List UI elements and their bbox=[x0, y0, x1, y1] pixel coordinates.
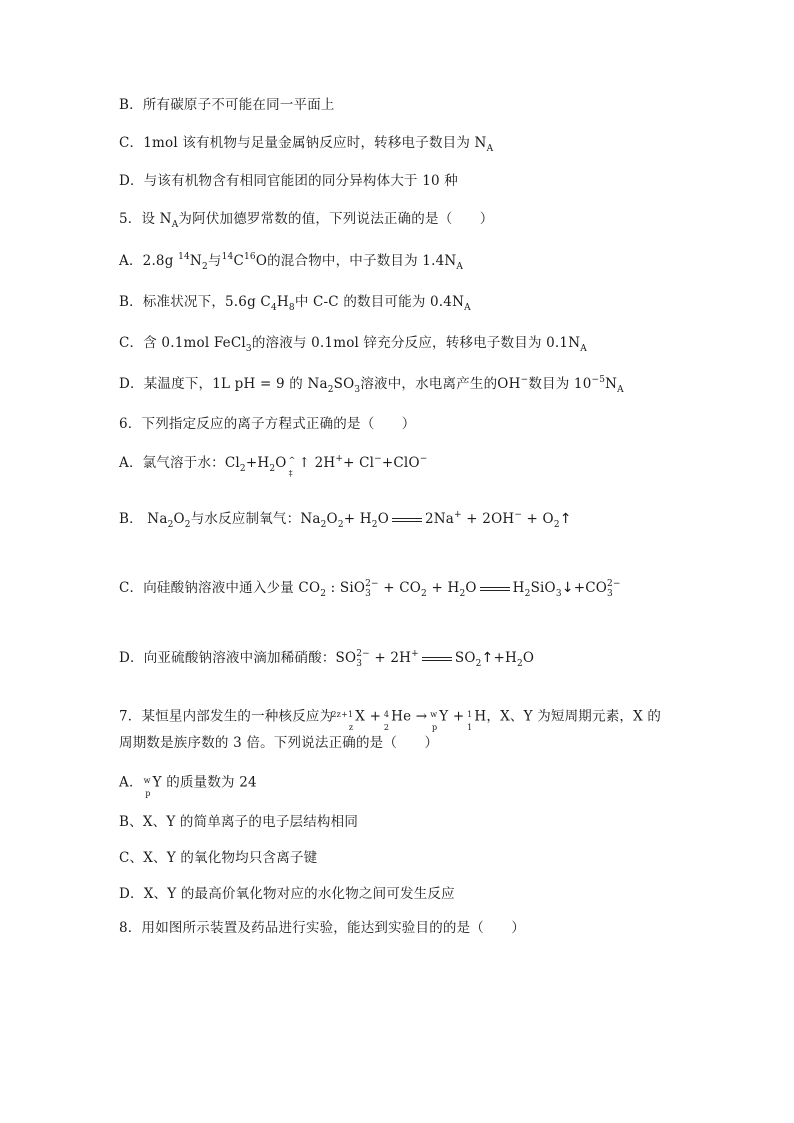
subscript: 2 bbox=[201, 262, 208, 272]
question-5-option-c bbox=[119, 333, 587, 353]
superscript: + bbox=[454, 510, 462, 520]
text: B． Na bbox=[119, 511, 168, 527]
subscript: A bbox=[464, 303, 471, 313]
subscript: 2 bbox=[553, 520, 560, 530]
subscript: 3 bbox=[354, 385, 361, 395]
equals-sign-icon bbox=[480, 587, 510, 591]
text: O bbox=[377, 511, 389, 527]
text: B．所有碳原子不可能在同一平面上 bbox=[119, 97, 335, 113]
subscript: 3 bbox=[555, 589, 562, 599]
text: C．含 0.1mol FeCl bbox=[119, 335, 246, 351]
superscript: − bbox=[520, 375, 529, 385]
text: 与水反应制氧气：Na bbox=[190, 511, 321, 527]
option-c-sodium-reaction bbox=[119, 133, 493, 153]
subscript: A bbox=[617, 385, 624, 395]
superscript: 14 bbox=[178, 252, 190, 262]
text: C．向硅酸钠溶液中通入少量 CO bbox=[119, 580, 321, 596]
text: + 2H bbox=[369, 650, 412, 666]
question-5-stem bbox=[119, 209, 494, 229]
text: B．标准状况下，5.6g C bbox=[119, 294, 271, 310]
text: +H bbox=[493, 650, 517, 666]
subscript: 3 bbox=[356, 659, 363, 669]
subscript: 3 bbox=[245, 344, 252, 354]
up-arrow-icon: ↑ bbox=[559, 511, 572, 527]
text: O bbox=[522, 650, 535, 666]
question-5-option-b bbox=[119, 292, 471, 312]
equals-sign-icon bbox=[392, 518, 422, 522]
superscript: 14 bbox=[221, 252, 234, 262]
text: 与 bbox=[207, 253, 222, 269]
atomic-number: p bbox=[431, 723, 438, 732]
superscript: 2− bbox=[356, 649, 370, 659]
text: SiO bbox=[530, 580, 556, 596]
text: A． bbox=[119, 774, 143, 791]
text: + 2OH bbox=[461, 511, 515, 527]
question-6-stem bbox=[119, 414, 416, 434]
question-5-option-d bbox=[119, 374, 624, 394]
subscript: 2 bbox=[327, 385, 334, 395]
text: SO bbox=[333, 376, 355, 392]
atomic-number: 1 bbox=[467, 723, 473, 732]
option-b-carbon-plane bbox=[119, 95, 335, 115]
text: 2Na bbox=[424, 511, 455, 527]
text: X + bbox=[355, 708, 382, 725]
text: + H bbox=[343, 511, 372, 527]
superscript: − bbox=[514, 510, 523, 520]
nuclide-notation bbox=[427, 706, 439, 732]
subscript: 2 bbox=[239, 464, 246, 474]
subscript: 2 bbox=[320, 589, 327, 599]
atomic-number: z bbox=[348, 723, 354, 732]
subscript: 2 bbox=[516, 659, 523, 669]
text: D．某温度下，1L pH = 9 的 Na bbox=[119, 376, 328, 392]
text: +ClO bbox=[381, 455, 420, 471]
text: ^ bbox=[288, 455, 296, 465]
subscript: 2 bbox=[524, 589, 531, 599]
superscript: − bbox=[374, 454, 382, 464]
text: N bbox=[189, 253, 202, 269]
superscript: 2− bbox=[606, 579, 621, 589]
text: C bbox=[233, 253, 244, 269]
text: A．2.8g bbox=[119, 253, 179, 269]
text: He → bbox=[391, 708, 428, 725]
question-6-option-c bbox=[119, 578, 621, 598]
subscript: 3 bbox=[365, 589, 372, 599]
text: C．1mol 该有机物与足量金属钠反应时，转移电子数目为 N bbox=[119, 135, 487, 151]
text: +H bbox=[245, 455, 270, 471]
question-6-option-d bbox=[119, 648, 534, 668]
subscript: 2 bbox=[475, 659, 482, 669]
text: O的混合物中，中子数目为 1.4N bbox=[255, 253, 457, 269]
nuclide-notation bbox=[464, 706, 474, 732]
text: D．与该有机物含有相同官能团的同分异构体大于 10 种 bbox=[119, 173, 458, 189]
subscript: A bbox=[486, 144, 494, 154]
down-arrow-icon: ↓ bbox=[561, 580, 574, 596]
text: Y + bbox=[439, 708, 465, 725]
text: H bbox=[276, 294, 289, 310]
question-7-option-a bbox=[119, 772, 257, 798]
text: B、X、Y 的简单离子的电子层结构相同 bbox=[119, 814, 359, 830]
superscript: 2− bbox=[365, 579, 379, 589]
text: + Cl bbox=[343, 455, 375, 471]
superscript: −5 bbox=[591, 375, 606, 385]
question-7-stem-cont bbox=[119, 733, 438, 753]
text: C、X、Y 的氧化物均只含离子键 bbox=[119, 850, 318, 866]
text: + H bbox=[426, 580, 460, 596]
subscript: A bbox=[456, 262, 464, 272]
text: ‡ bbox=[288, 468, 293, 478]
subscript: A bbox=[171, 220, 179, 230]
text: : SiO bbox=[326, 580, 366, 596]
mass-number: w bbox=[143, 776, 151, 785]
text: + O bbox=[522, 511, 554, 527]
subscript: 2 bbox=[421, 589, 427, 599]
reversible-arrow-icon bbox=[287, 454, 299, 478]
subscript: 2 bbox=[371, 520, 378, 530]
superscript: 16 bbox=[243, 252, 256, 262]
text: 7．某恒星内部发生的一种核反应为 bbox=[119, 708, 334, 725]
question-7-option-d bbox=[119, 884, 455, 904]
subscript: 3 bbox=[607, 589, 613, 599]
subscript: 2 bbox=[337, 520, 344, 530]
text: ↑ 2H bbox=[298, 455, 336, 471]
nuclide-notation bbox=[143, 772, 153, 798]
subscript: 2 bbox=[167, 520, 174, 530]
nuclide-notation bbox=[331, 706, 355, 732]
subscript: A bbox=[580, 344, 587, 354]
superscript: + bbox=[335, 454, 344, 464]
mass-number: 2z+1 bbox=[331, 710, 354, 719]
question-5-option-a bbox=[119, 251, 463, 271]
text: SO bbox=[454, 650, 476, 666]
text: 6．下列指定反应的离子方程式正确的是（ ） bbox=[119, 416, 416, 432]
question-7-stem bbox=[119, 706, 662, 732]
text: 中 C-C 的数目可能为 0.4N bbox=[294, 294, 465, 310]
up-arrow-icon: ↑ bbox=[481, 650, 494, 666]
text: Y 的质量数为 24 bbox=[152, 774, 257, 791]
text: 的溶液与 0.1mol 锌充分反应，转移电子数目为 0.1N bbox=[251, 335, 581, 351]
question-8-stem bbox=[119, 918, 525, 938]
equals-sign-icon bbox=[422, 657, 452, 661]
subscript: 4 bbox=[270, 303, 277, 313]
subscript: 2 bbox=[459, 589, 466, 599]
text: H bbox=[512, 580, 525, 596]
question-7-option-b bbox=[119, 812, 358, 832]
atomic-number: 2 bbox=[383, 723, 390, 732]
subscript: 2 bbox=[269, 464, 276, 474]
text: O bbox=[275, 455, 287, 471]
superscript: + bbox=[411, 649, 419, 659]
nuclide-notation bbox=[381, 706, 391, 732]
subscript: 2 bbox=[320, 520, 327, 530]
mass-number: 1 bbox=[467, 710, 473, 719]
question-7-option-c bbox=[119, 848, 317, 868]
superscript: − bbox=[419, 454, 428, 464]
mass-number: 4 bbox=[383, 710, 390, 719]
text: + CO bbox=[378, 580, 422, 596]
text: O bbox=[465, 580, 477, 596]
subscript: 2 bbox=[184, 520, 191, 530]
text: 8．用如图所示装置及药品进行实验，能达到实验目的的是（ ） bbox=[119, 920, 526, 936]
text: D．X、Y 的最高价氧化物对应的水化物之间可发生反应 bbox=[119, 886, 455, 902]
question-6-option-b bbox=[119, 509, 572, 529]
text: A．氯气溶于水：Cl bbox=[119, 455, 240, 471]
mass-number: w bbox=[430, 710, 438, 719]
text: D．向亚硫酸钠溶液中滴加稀硝酸：SO bbox=[119, 650, 357, 666]
text: 溶液中，水电离产生的OH bbox=[360, 376, 521, 392]
text: N bbox=[605, 376, 618, 392]
text: H，X、Y 为短周期元素，X 的 bbox=[474, 708, 662, 725]
subscript: 8 bbox=[288, 303, 295, 313]
text: O bbox=[326, 511, 338, 527]
question-6-option-a bbox=[119, 453, 428, 478]
text: +CO bbox=[573, 580, 607, 596]
text: O bbox=[173, 511, 185, 527]
text: 周期数是族序数的 3 倍。下列说法正确的是（ ） bbox=[119, 735, 439, 751]
text: 为阿伏加德罗常数的值，下列说法正确的是（ ） bbox=[178, 211, 494, 227]
text: 5．设 N bbox=[119, 211, 172, 227]
atomic-number: p bbox=[145, 789, 151, 798]
option-d-isomers bbox=[119, 171, 458, 191]
text: 数目为 10 bbox=[528, 376, 592, 392]
